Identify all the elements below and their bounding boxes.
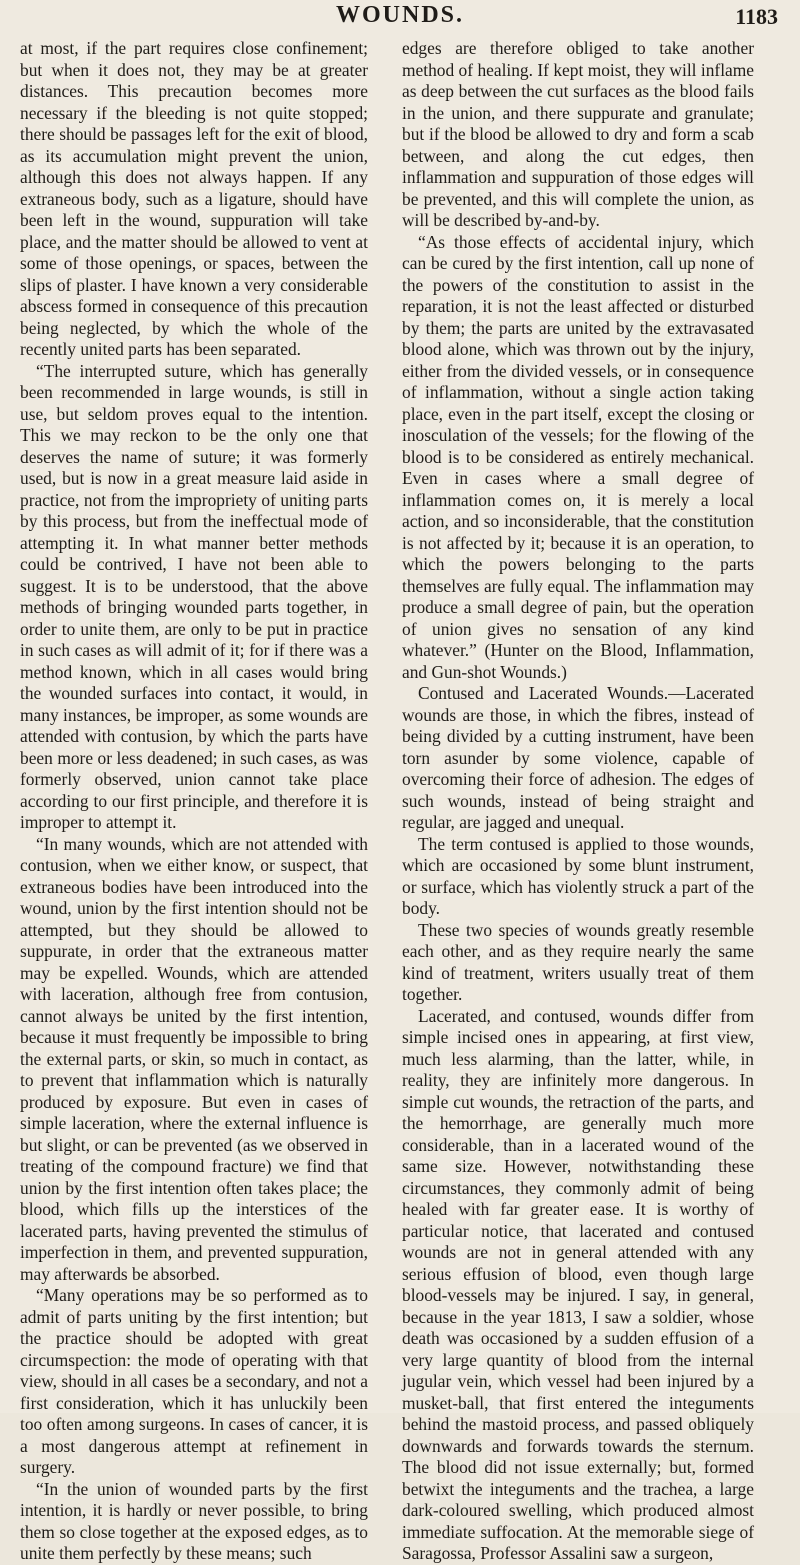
paragraph: “The interrupted suture, which has generally been recommended in large wounds, is still in use, but seldom proves equal to the intention. This we may reckon to be the only one that deserves the name of suture; it was formerly used, but is now in a great measure laid aside in practice, not from the impropriety of uniting parts by this process, but from the ineffectual mode of attempting it. In what manner better methods could be contrived, I have not been able to suggest. It is to be understood, that the above methods of bringing wounded parts together, in order to unite them, are only to be put in practice in such cases as will admit of it; for if there was a method known, which in all cases would bring the wounded surfaces into contact, it would, in many instances, be improper, as some wounds are attended with contusion, by which the parts have been more or less deadened; in such cases, as was formerly observed, union cannot take place according to our first principle, and therefore it is improper to attempt it.: [20, 360, 368, 832]
page-number: 1183: [735, 4, 778, 29]
paragraph: “As those effects of accidental injury, which can be cured by the first intention, call up none of the powers of the constitution to assist in the reparation, it is not the least affected or disturbed by them; the parts are united by the extravasated blood alone, which was thrown out by the injury, either from the divided vessels, or in consequence of inflammation, without a single action taking place, even in the part itself, except the closing or inosculation of the vessels; for the flowing of the blood is to be considered as entirely mechanical. Even in cases where a small degree of inflammation comes on, it is merely a local action, and so inconsiderable, that the constitution is not affected by it; because it is an operation, to which the powers belonging to the parts themselves are fully equal. The inflammation may produce a small degree of pain, but the operation of union gives no sensation of any kind whatever.” (Hunter on the Blood, Inflammation, and Gun-shot Wounds.): [402, 231, 754, 682]
paragraph: Contused and Lacerated Wounds.—Lacerated wounds are those, in which the fibres, instead of being divided by a cutting instrument, have been torn asunder by some violence, capable of overcoming their force of adhesion. The edges of such wounds, instead of being straight and regular, are jagged and unequal.: [402, 683, 754, 832]
right-column: [402, 38, 754, 1565]
paragraph: “Many operations may be so performed as to admit of parts uniting by the first intention; but the practice should be adopted with great circumspection: the mode of operating with that view, should in all cases be a secondary, and not a first consideration, which it has unluckily been too often among surgeons. In cases of cancer, it is a most dangerous attempt at refinement in surgery.: [20, 1285, 368, 1477]
paragraph: edges are therefore obliged to take another method of healing. If kept moist, they will inflame as deep between the cut surfaces as the blood fails in the union, and there suppurate and granulate; but if the blood be allowed to dry and form a scab between, and along the cut edges, then inflammation and suppuration of those edges will be prevented, and this will complete the union, as will be described by-and-by.: [402, 38, 754, 230]
paragraph: “In many wounds, which are not attended with contusion, when we either know, or suspect, that extraneous bodies have been introduced into the wound, union by the first intention should not be attempted, but they should be allowed to suppurate, in order that the extraneous matter may be expelled. Wounds, which are attended with laceration, although free from contusion, cannot always be united by the first intention, because it must frequently be impossible to bring the external parts, or skin, so much in contact, as to prevent that inflammation which is naturally produced by exposure. But even in cases of simple laceration, where the external influence is but slight, or can be prevented (as we observed in treating of the compound fracture) we find that union by the first intention often takes place; the blood, which fills up the interstices of the lacerated parts, having prevented the stimulus of imperfection in them, and prevented suppuration, may afterwards be absorbed.: [20, 833, 368, 1284]
paragraph: These two species of wounds greatly resemble each other, and as they require nearly the same kind of treatment, writers usually treat of them together.: [402, 919, 754, 1004]
page-title: WOUNDS.: [335, 2, 464, 28]
left-column: [20, 38, 368, 1565]
paragraph: at most, if the part requires close confinement; but when it does not, they may be at greater distances. This precaution becomes more necessary if the bleeding is not quite stopped; there should be passages left for the exit of blood, as its accumulation might prevent the union, although this does not always happen. If any extraneous body, such as a ligature, should have been left in the wound, suppuration will take place, and the matter should be allowed to vent at some of those openings, or spaces, between the slips of plaster. I have known a very considerable abscess formed in consequence of this precaution being neglected, by which the whole of the recently united parts has been separated.: [20, 38, 368, 359]
paragraph: “In the union of wounded parts by the first intention, it is hardly or never possible, to bring them so close together at the exposed edges, as to unite them perfectly by these means; such: [20, 1478, 368, 1563]
paragraph: Lacerated, and contused, wounds differ from simple incised ones in appearing, at first view, much less alarming, than the latter, while, in reality, they are infinitely more dangerous. In simple cut wounds, the retraction of the parts, and the hemorrhage, are generally much more considerable, than in a lacerated wound of the same size. However, notwithstanding these circumstances, they commonly admit of being healed with far greater ease. It is worthy of particular notice, that lacerated and contused wounds are not in general attended with any serious effusion of blood, even though large blood-vessels may be injured. I say, in general, because in the year 1813, I saw a soldier, whose death was occasioned by a sudden effusion of a very large quantity of blood from the internal jugular vein, which vessel had been injured by a musket-ball, that first entered the integuments behind the mastoid process, and passed obliquely downwards and forwards towards the sternum. The blood did not issue externally; but, formed betwixt the integuments and the trachea, a large dark-coloured swelling, which produced almost immediate suffocation. At the memorable siege of Saragossa, Professor Assalini saw a surgeon,: [402, 1005, 754, 1563]
running-head: [0, 2, 800, 36]
paragraph: The term contused is applied to those wounds, which are occasioned by some blunt instrument, or surface, which has violently struck a part of the body.: [402, 833, 754, 918]
